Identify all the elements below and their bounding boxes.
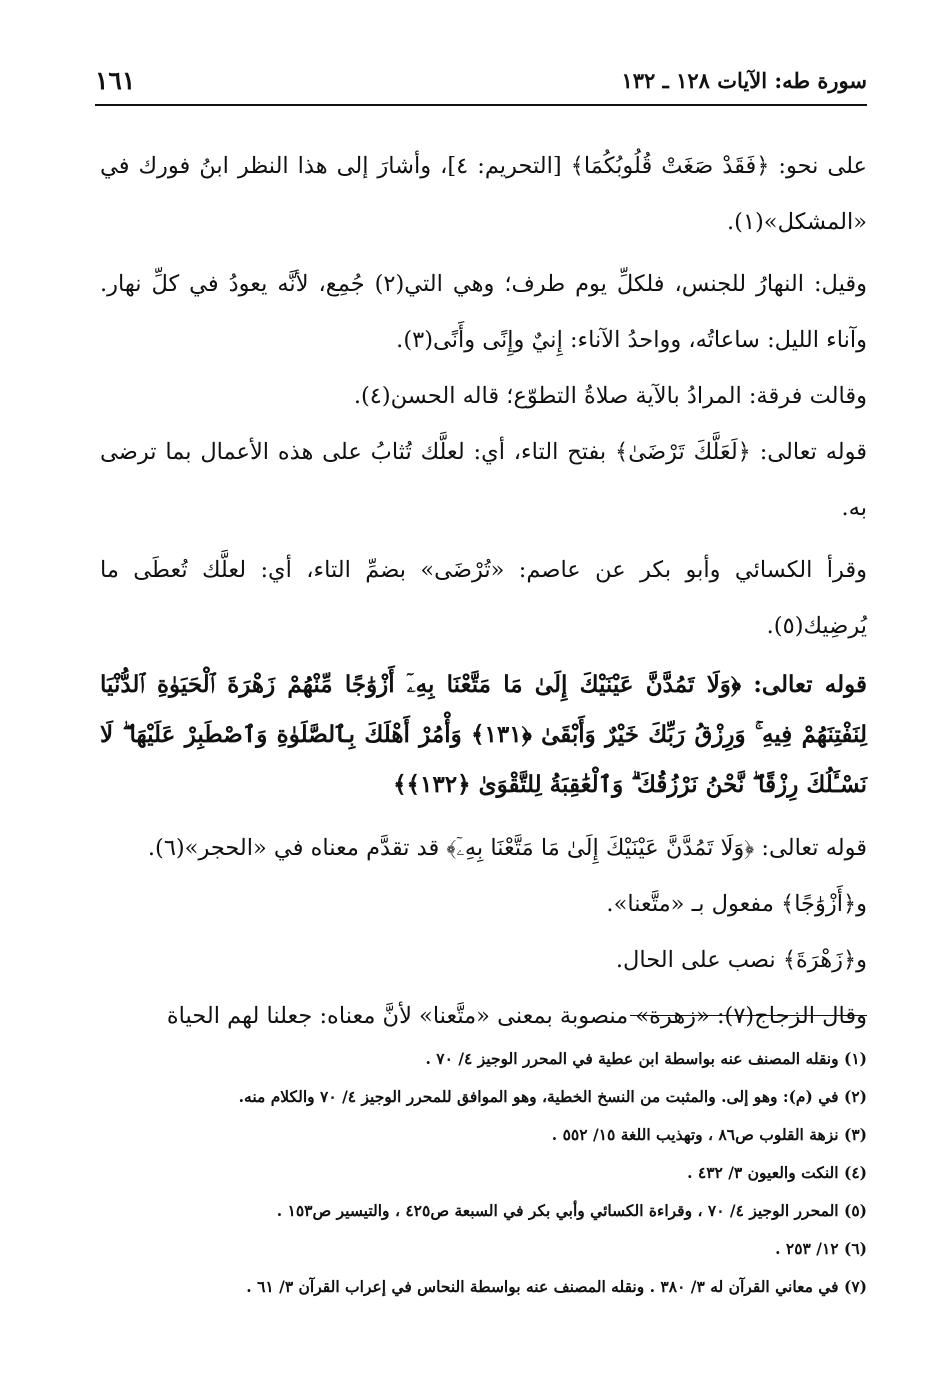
header-divider [95, 104, 867, 106]
paragraph: وقيل: النهارُ للجنس، فلكلِّ يوم طرف؛ وهي التي(٢) جُمِع، لأنَّه يعودُ في كلِّ نهار. وآناء الليل: ساعاتُه، وواحدُ الآناء: إِنيٌ وإِنًى وأَنًى(٣). [100, 271, 867, 353]
footnote: (١) ونقله المصنف عنه بواسطة ابن عطية في المحرر الوجيز ٤/ ٧٠ . [425, 1049, 867, 1068]
header-title: سورة طه: الآيات ١٢٨ ـ ١٣٢ [621, 68, 867, 93]
footnote: (٤) النكت والعيون ٣/ ٤٣٢ . [687, 1163, 867, 1182]
main-text [100, 138, 867, 1044]
paragraph: قوله تعالى: ﴿لَعَلَّكَ تَرْضَىٰ﴾ بفتح التاء، أي: لعلَّك تُثابُ على هذه الأعمال بما ترضى به. [100, 439, 867, 521]
footnote: (٥) المحرر الوجيز ٤/ ٧٠ ، وقراءة الكسائي وأبي بكر في السبعة ص٤٢٥ ، والتيسير ص١٥٣ . [276, 1201, 867, 1220]
footnote: (٦) ١٢/ ٢٥٣ . [775, 1239, 867, 1258]
paragraph: على نحو: ﴿فَقَدْ صَغَتْ قُلُوبُكُمَا﴾ [التحريم: ٤]، وأشارَ إلى هذا النظر ابنُ فورك في «المشكل»(١). [100, 153, 867, 235]
quran-verse-heading: قوله تعالى: ﴿وَلَا تَمُدَّنَّ عَيْنَيْكَ إِلَىٰ مَا مَتَّعْنَا بِهِۦٓ أَزْوَٰجًا مِّنْهُمْ زَهْرَةَ ٱلْحَيَوٰةِ ٱلدُّنْيَا لِنَفْتِنَهُمْ فِيهِ ۚ وَرِزْقُ رَبِّكَ خَيْرٌ وَأَبْقَىٰ ﴿١٣١﴾ وَأْمُرْ أَهْلَكَ بِٱلصَّلَوٰةِ وَٱصْطَبِرْ عَلَيْهَا ۖ لَا نَسْـَٔلُكَ رِزْقًا ۖ نَّحْنُ نَرْزُقُكَ ۗ وَٱلْعَٰقِبَةُ لِلتَّقْوَىٰ ﴿١٣٢﴾﴾ [100, 671, 867, 798]
running-header [95, 64, 867, 106]
footnote: (٣) نزهة القلوب ص٨٦ ، وتهذيب اللغة ١٥/ ٥٥٢ . [551, 1125, 867, 1144]
paragraph: قوله تعالى: ﴿وَلَا تَمُدَّنَّ عَيْنَيْكَ إِلَىٰ مَا مَتَّعْنَا بِهِۦٓ﴾ قد تقدَّم معناه في «الحجر»(٦). [147, 835, 867, 861]
footnote: (٢) في (م): وهو إلى. والمثبت من النسخ الخطية، وهو الموافق للمحرر الوجيز ٤/ ٧٠ والكلام منه. [238, 1087, 867, 1106]
paragraph: و﴿زَهْرَةَ﴾ نصب على الحال. [615, 947, 867, 973]
footnote-divider [630, 1015, 867, 1016]
paragraph: وقالت فرقة: المرادُ بالآية صلاةُ التطوّع؛ قاله الحسن(٤). [353, 383, 867, 409]
footnotes [100, 1040, 867, 1306]
page-number: ١٦١ [95, 66, 136, 95]
footnote: (٧) في معاني القرآن له ٣/ ٣٨٠ . ونقله المصنف عنه بواسطة النحاس في إعراب القرآن ٣/ ٦١ . [246, 1277, 867, 1296]
paragraph: وقرأ الكسائي وأبو بكر عن عاصم: «تُرْضَى» بضمِّ التاء، أي: لعلَّك تُعطَى ما يُرضِيك(٥). [100, 557, 867, 639]
paragraph: و﴿أَزْوَٰجًا﴾ مفعول بـ «متَّعنا». [606, 891, 867, 917]
paragraph: وقال الزجاج(٧): «زهرة» منصوبة بمعنى «متَّعنا» لأنَّ معناه: جعلنا لهم الحياة [166, 1003, 867, 1029]
